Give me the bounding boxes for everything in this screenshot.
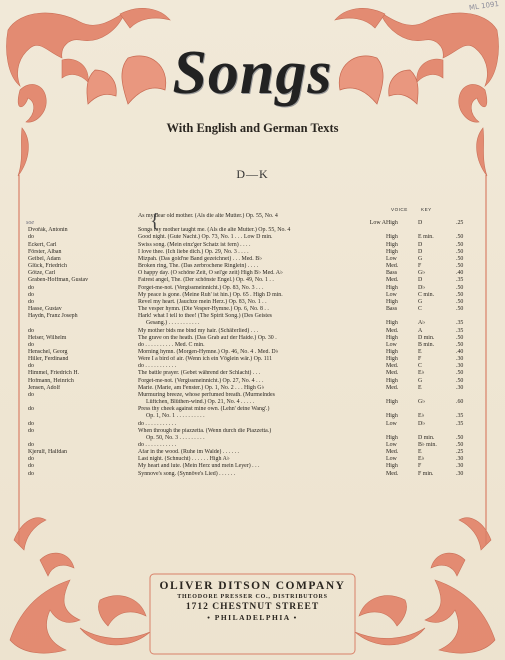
- table-row: [28, 342, 480, 349]
- key-cell: G♭: [418, 399, 426, 406]
- key-cell: E: [418, 348, 422, 355]
- voice-cell: High: [386, 348, 398, 355]
- title-cell: do . . . . . . . . . . .: [138, 363, 177, 370]
- voice-cell: Low: [386, 341, 397, 348]
- voice-cell: High: [386, 248, 398, 255]
- key-cell: F: [418, 463, 422, 470]
- voice-cell: High: [386, 413, 398, 420]
- title-cell: My peace is gone. (Meine Ruh' ist hin.) Op. 65 . High D min.: [138, 291, 283, 298]
- composer-cell: Heiser, Wilhelm: [28, 334, 67, 341]
- publisher-city: • PHILADELPHIA •: [207, 613, 298, 622]
- key-cell: E♭: [418, 370, 425, 377]
- voice-cell: High: [386, 463, 398, 470]
- voice-cell: High: [386, 356, 398, 363]
- composer-cell: Hiller, Ferdinand: [28, 356, 69, 363]
- column-header-key: KEY: [421, 207, 432, 212]
- price-cell: .50: [456, 234, 464, 241]
- voice-cell: High: [386, 241, 398, 248]
- composer-cell: do: [28, 327, 34, 334]
- title-cell: Murmuring breeze, whose perfumed breath. (Murmelndes: [138, 391, 275, 398]
- title-cell: Last night. (Schnucht) . . . . . . High A♭: [138, 456, 230, 463]
- table-row: [28, 349, 480, 356]
- price-cell: .25: [456, 449, 464, 456]
- price-cell: .35: [456, 327, 464, 334]
- key-cell: [418, 428, 456, 435]
- price-cell: .50: [456, 255, 464, 262]
- key-cell: D♭: [418, 420, 426, 427]
- table-row: [28, 442, 480, 449]
- brace-mark: {: [150, 210, 160, 232]
- title-cell: Press thy cheek against mine own. (Lehn' deine Wang'.): [138, 406, 270, 413]
- title-cell: Afar in the wood. (Ruhe im Walde) . . . . . .: [138, 449, 240, 456]
- table-row: [28, 313, 480, 320]
- key-cell: E♭: [418, 456, 425, 463]
- key-cell: G: [418, 255, 423, 262]
- voice-cell: Low: [386, 456, 397, 463]
- price-cell: .50: [456, 334, 464, 341]
- composer-cell: do: [28, 427, 34, 434]
- voice-cell: High: [386, 320, 398, 327]
- key-cell: B min.: [418, 341, 435, 348]
- table-row: [28, 220, 480, 227]
- composer-cell: do: [28, 420, 34, 427]
- voice-cell: Low: [386, 442, 397, 448]
- catalog-note: ML 1091: [468, 0, 500, 13]
- composer-cell: Graben-Hoffman, Gustav: [28, 277, 89, 284]
- key-cell: D min.: [418, 434, 435, 441]
- table-row: [28, 428, 480, 435]
- title-cell: Op. 50, No. 3 . . . . . . . . .: [146, 434, 205, 441]
- title-cell: I love thee. (Ich liebe dich.) Op. 29, No. 3 . . . .: [138, 248, 249, 255]
- publisher-distributors: THEODORE PRESSER CO., DISTRIBUTORS: [177, 594, 328, 600]
- title-cell: The vesper hymn. (Die Vesper-Hymne.) Op. 6, No. 8 . .: [138, 306, 269, 313]
- page-title: Songs: [172, 39, 333, 107]
- composer-cell: do: [28, 234, 34, 241]
- table-row: [28, 378, 480, 385]
- voice-cell: High: [386, 234, 398, 241]
- composer-cell: do: [28, 442, 34, 448]
- composer-cell: do: [28, 298, 34, 305]
- voice-cell: High: [386, 298, 398, 305]
- composer-cell: Henschel, Georg: [28, 348, 68, 355]
- composer-cell: Dvořák, Antonin: [28, 227, 68, 234]
- table-row: [28, 292, 480, 299]
- title-cell: Marie. (Marie, am Fenster.) Op. 1, No. 2 . . . High G♭: [138, 384, 265, 391]
- voice-cell: [386, 406, 418, 413]
- composer-cell: [28, 213, 138, 220]
- title-cell: Fairest angel, The. (Der schönste Engel.) Op. 49, No. 1 . .: [138, 277, 274, 284]
- voice-cell: Bass: [386, 306, 398, 313]
- title-cell: Songs my mother taught me. (Als die alte Mutter.) Op. 55, No. 4: [138, 227, 291, 234]
- voice-cell: [386, 313, 418, 320]
- key-cell: D♭: [418, 284, 426, 291]
- voice-cell: Med.: [386, 263, 399, 270]
- voice-cell: High: [386, 334, 398, 341]
- key-cell: [418, 213, 456, 220]
- title-cell: Forget-me-not. (Vergissmeinnicht.) Op. 83, No. 3 . . .: [138, 284, 264, 291]
- price-cell: .30: [456, 356, 464, 363]
- composer-cell: Himmel, Friedrich H.: [28, 370, 80, 377]
- key-cell: C: [418, 363, 422, 370]
- voice-cell: [386, 227, 418, 234]
- key-cell: [418, 227, 456, 234]
- table-row: [28, 449, 480, 456]
- table-row: [28, 413, 480, 420]
- composer-cell: [28, 399, 138, 406]
- table-row: [28, 234, 480, 241]
- key-cell: G: [418, 377, 423, 384]
- table-row: [28, 328, 480, 335]
- key-cell: E: [418, 384, 422, 391]
- voice-cell: High: [386, 220, 398, 227]
- voice-cell: [386, 392, 418, 399]
- table-row: [28, 285, 480, 292]
- price-cell: .50: [456, 370, 464, 377]
- section-heading: D—K: [236, 167, 269, 181]
- composer-cell: Götze, Carl: [28, 270, 56, 277]
- voice-cell: High: [386, 284, 398, 291]
- table-row: [28, 406, 480, 413]
- table-row: [28, 227, 480, 234]
- key-cell: C: [418, 306, 422, 313]
- price-cell: [456, 392, 480, 399]
- key-cell: [418, 313, 456, 320]
- composer-cell: [28, 413, 138, 420]
- title-cell: My mother bids me bind my hair. (Schäferlied) . . .: [138, 327, 259, 334]
- table-row: [28, 471, 480, 478]
- composer-cell: Eckert, Carl: [28, 241, 57, 248]
- key-cell: D: [418, 248, 423, 255]
- key-cell: A♭: [418, 320, 426, 327]
- price-cell: .50: [456, 434, 464, 441]
- composer-cell: do: [28, 463, 34, 470]
- price-cell: [456, 428, 480, 435]
- table-row: [28, 256, 480, 263]
- publisher-name: OLIVER DITSON COMPANY: [159, 580, 346, 592]
- voice-cell: Low: [386, 255, 397, 262]
- price-cell: .35: [456, 420, 464, 427]
- voice-cell: Bass: [386, 270, 398, 277]
- price-cell: .50: [456, 241, 464, 248]
- price-cell: .50: [456, 291, 464, 298]
- page-subtitle: With English and German Texts: [166, 121, 339, 135]
- voice-cell: High: [386, 399, 398, 406]
- voice-cell: Med.: [386, 384, 399, 391]
- table-row: [28, 263, 480, 270]
- price-cell: .35: [456, 320, 464, 327]
- title-cell: Swiss song. (Mein einz'ger Schatz ist fern) . . . .: [138, 241, 251, 248]
- key-cell: G♭: [418, 270, 426, 277]
- price-cell: .50: [456, 248, 464, 255]
- key-cell: C min.: [418, 291, 435, 298]
- voice-cell: Med.: [386, 277, 399, 284]
- key-cell: A: [418, 327, 423, 334]
- price-cell: .50: [456, 298, 464, 305]
- table-row: [28, 392, 480, 399]
- title-cell: Hark! what I tell to thee! (The Spirit Song.) (Des Geistes: [138, 313, 272, 320]
- composer-cell: Hasse, Gustav: [28, 306, 62, 313]
- price-cell: [456, 227, 480, 234]
- price-cell: .40: [456, 348, 464, 355]
- pencil-mark: soe: [26, 220, 34, 226]
- title-cell: O happy day. (O schöne Zeit, O sel'ge zeit) High B♭ Med. A♭: [138, 270, 283, 277]
- table-row: [28, 363, 480, 370]
- key-cell: D min.: [418, 334, 435, 341]
- composer-cell: Haydn, Franz Joseph: [28, 313, 78, 320]
- title-cell: Good night. (Gute Nacht.) Op. 73, No. 1 . . . Low D min.: [138, 234, 273, 241]
- price-cell: [456, 213, 480, 220]
- title-cell: Morning hymn. (Morgen-Hymne.) Op. 46, No. 4 . Med. D♭: [138, 348, 279, 355]
- title-cell: Low A: [369, 220, 386, 227]
- price-cell: .30: [456, 363, 464, 370]
- table-row: [28, 435, 480, 442]
- price-cell: .30: [456, 463, 464, 470]
- price-cell: [456, 313, 480, 320]
- table-row: [28, 213, 480, 220]
- table-row: [28, 463, 480, 470]
- composer-cell: Glück, Friedrich: [28, 263, 67, 270]
- composer-cell: do: [28, 470, 34, 477]
- price-cell: .60: [456, 399, 464, 406]
- key-cell: F min.: [418, 470, 434, 477]
- title-cell: As my dear old mother. (Als die alte Mutter.) Op. 55, No. 4: [138, 213, 278, 219]
- key-cell: G: [418, 298, 423, 305]
- table-row: [28, 385, 480, 392]
- voice-cell: Low: [386, 291, 397, 298]
- key-cell: E min.: [418, 234, 434, 241]
- title-cell: Broken ring, The. (Das zerbrochene Ringlein) . . . .: [138, 263, 259, 270]
- key-cell: D: [418, 241, 423, 248]
- title-cell: Lüftchen, Blüthen-wind.) Op. 21, No. 4 . . . . .: [146, 399, 255, 406]
- composer-cell: do: [28, 341, 34, 348]
- table-row: [28, 242, 480, 249]
- song-list-table: [28, 210, 480, 478]
- price-cell: .50: [456, 263, 464, 270]
- table-row: [28, 335, 480, 342]
- voice-cell: Med.: [386, 327, 399, 334]
- title-cell: The grave on the heath. (Das Grab auf der Haide.) Op. 30 .: [138, 334, 277, 341]
- composer-cell: Jensen, Adolf: [28, 384, 61, 391]
- voice-cell: [386, 213, 418, 220]
- table-row: [28, 370, 480, 377]
- table-row: [28, 356, 480, 363]
- key-cell: E: [418, 449, 422, 456]
- composer-cell: Hofmann, Heinrich: [28, 377, 74, 384]
- voice-cell: High: [386, 377, 398, 384]
- composer-cell: do: [28, 284, 34, 291]
- price-cell: .35: [456, 277, 464, 284]
- table-row: [28, 456, 480, 463]
- title-cell: The battle prayer. (Gebet während der Schlacht) . . .: [138, 370, 261, 377]
- key-cell: B♭ min.: [418, 442, 437, 448]
- key-cell: F: [418, 356, 422, 363]
- composer-cell: do: [28, 406, 34, 413]
- title-cell: Were I a bird of air. (Wenn ich ein Vöglein wär.) Op. 111: [138, 356, 273, 363]
- key-cell: E♭: [418, 413, 425, 420]
- title-cell: When through the piazzetta. (Wenn durch die Piazzetta.): [138, 427, 272, 434]
- title-cell: Synnove's song. (Synnöve's Lied) . . . . . .: [138, 470, 236, 477]
- composer-cell: Kjerulf, Halfdan: [28, 449, 67, 456]
- composer-cell: do: [28, 291, 34, 298]
- voice-cell: Med.: [386, 449, 399, 456]
- voice-cell: High: [386, 434, 398, 441]
- voice-cell: Low: [386, 420, 397, 427]
- composer-cell: [28, 320, 138, 327]
- title-cell: do . . . . . . . . . . .: [138, 442, 177, 448]
- title-cell: Gesang.) . . . . . . . . . . .: [146, 320, 200, 327]
- composer-cell: [28, 220, 138, 227]
- price-cell: .50: [456, 442, 464, 448]
- table-row: [28, 270, 480, 277]
- key-cell: [418, 392, 456, 399]
- title-cell: Forget-me-not. (Vergissmeinnicht.) Op. 27, No. 4 . . .: [138, 377, 264, 384]
- price-cell: .35: [456, 413, 464, 420]
- price-cell: .30: [456, 456, 464, 463]
- column-header-voice: VOICE: [391, 207, 408, 212]
- publisher-street: 1712 CHESTNUT STREET: [185, 602, 320, 612]
- composer-cell: do: [28, 391, 34, 398]
- key-cell: F: [418, 263, 422, 270]
- table-row: [28, 399, 480, 406]
- price-cell: [456, 406, 480, 413]
- title-cell: Mizpah. (Das gold'ne Band gezeichnet) . . . Med. B♭: [138, 255, 262, 262]
- table-row: [28, 277, 480, 284]
- composer-cell: [28, 435, 138, 442]
- title-cell: do . . . . . . . . . . .: [138, 420, 177, 427]
- key-cell: [418, 406, 456, 413]
- title-cell: do . . . . . . . . . . Med. C min.: [138, 341, 205, 348]
- table-row: [28, 320, 480, 327]
- table-row: [28, 299, 480, 306]
- title-cell: Op. 1, No. 1 . . . . . . . . . .: [146, 413, 205, 420]
- price-cell: .25: [456, 220, 464, 227]
- table-row: [28, 306, 480, 313]
- price-cell: .50: [456, 341, 464, 348]
- table-row: [28, 421, 480, 428]
- price-cell: .30: [456, 384, 464, 391]
- voice-cell: [386, 428, 418, 435]
- title-cell: Revel my heart. (Jauchze mein Herz.) Op. 83, No. 1 . .: [138, 298, 267, 305]
- price-cell: .50: [456, 377, 464, 384]
- key-cell: D: [418, 277, 423, 284]
- composer-cell: Geibel, Adam: [28, 255, 61, 262]
- composer-cell: Förster, Alban: [28, 248, 62, 255]
- key-cell: D: [418, 220, 423, 227]
- price-cell: .50: [456, 284, 464, 291]
- price-cell: .30: [456, 470, 464, 477]
- voice-cell: Med.: [386, 470, 399, 477]
- composer-cell: do: [28, 363, 34, 370]
- title-cell: My heart and lute. (Mein Herz und mein Leyer) . . .: [138, 463, 260, 470]
- voice-cell: Med.: [386, 370, 399, 377]
- price-cell: .50: [456, 306, 464, 313]
- price-cell: .40: [456, 270, 464, 277]
- publisher-block: [0, 580, 505, 622]
- table-row: [28, 249, 480, 256]
- voice-cell: Med.: [386, 363, 399, 370]
- composer-cell: do: [28, 456, 34, 463]
